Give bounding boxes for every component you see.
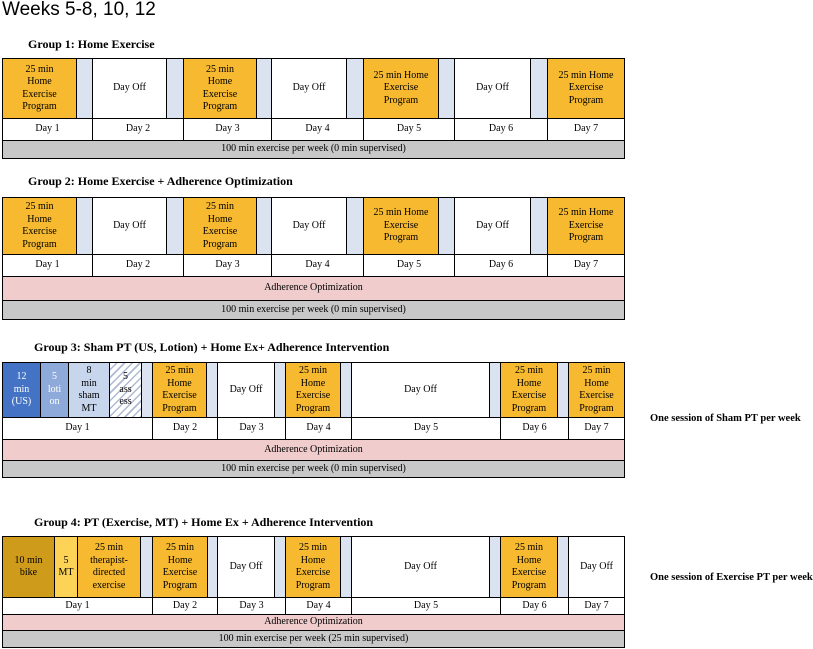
spacer-cell — [76, 197, 93, 255]
ultrasound-cell: 12 min (US) — [2, 362, 41, 418]
spacer-cell — [530, 58, 548, 119]
exercise-pt-session-note: One session of Exercise PT per week — [650, 572, 813, 583]
assess-cell: 5 ass ess — [109, 362, 142, 418]
spacer-cell — [166, 197, 184, 255]
day-off-cell: Day Off — [454, 58, 531, 119]
day-label: Day 1 — [2, 417, 153, 440]
day-label: Day 7 — [568, 417, 625, 440]
home-exercise-cell: 25 min Home Exercise Program — [363, 58, 439, 119]
day-label: Day 3 — [217, 417, 286, 440]
day-label: Day 5 — [351, 597, 501, 615]
weekly-summary: 100 min exercise per week (0 min supervised) — [2, 460, 625, 478]
page-title: Weeks 5-8, 10, 12 — [2, 0, 156, 20]
spacer-cell — [76, 58, 93, 119]
day-label: Day 7 — [568, 597, 625, 615]
weekly-summary: 100 min exercise per week (0 min supervised) — [2, 140, 625, 159]
bike-cell: 10 min bike — [2, 536, 55, 598]
spacer-cell — [346, 58, 364, 119]
day-label: Day 4 — [285, 597, 352, 615]
adherence-optimization-bar: Adherence Optimization — [2, 439, 625, 461]
home-exercise-cell: 25 min Home Exercise Program — [363, 197, 439, 255]
day-label: Day 4 — [271, 118, 364, 141]
sham-pt-session-note: One session of Sham PT per week — [650, 413, 801, 424]
day-label: Day 2 — [152, 417, 218, 440]
spacer-cell — [530, 197, 548, 255]
therapist-directed-exercise-cell: 25 min therapist- directed exercise — [77, 536, 141, 598]
day-label: Day 3 — [183, 118, 272, 141]
day-label: Day 6 — [500, 597, 569, 615]
home-exercise-cell: 25 min Home Exercise Program — [568, 362, 625, 418]
group-4-title: Group 4: PT (Exercise, MT) + Home Ex + Adherence Intervention — [34, 515, 374, 529]
spacer-cell — [166, 58, 184, 119]
day-label: Day 1 — [2, 597, 153, 615]
day-label: Day 1 — [2, 254, 93, 277]
day-label: Day 4 — [285, 417, 352, 440]
lotion-cell: 5 loti on — [40, 362, 69, 418]
day-label: Day 4 — [271, 254, 364, 277]
day-label: Day 2 — [92, 118, 184, 141]
day-label: Day 6 — [454, 118, 548, 141]
day-off-cell: Day Off — [217, 362, 275, 418]
day-label: Day 6 — [500, 417, 569, 440]
group-1-title: Group 1: Home Exercise — [28, 37, 155, 51]
day-label: Day 5 — [351, 417, 501, 440]
home-exercise-cell: 25 min Home Exercise Program — [285, 362, 341, 418]
spacer-cell — [256, 197, 272, 255]
weekly-summary: 100 min exercise per week (25 min supervised) — [2, 630, 625, 648]
adherence-optimization-bar: Adherence Optimization — [2, 276, 625, 301]
home-exercise-cell: 25 min Home Exercise Program — [152, 362, 207, 418]
adherence-optimization-bar: Adherence Optimization — [2, 614, 625, 631]
spacer-cell — [438, 58, 455, 119]
home-exercise-cell: 25 min Home Exercise Program — [547, 197, 625, 255]
home-exercise-cell: 25 min Home Exercise Program — [500, 536, 558, 598]
day-off-cell: Day Off — [351, 536, 490, 598]
weekly-summary: 100 min exercise per week (0 min supervised) — [2, 300, 625, 320]
day-label: Day 3 — [183, 254, 272, 277]
day-label: Day 7 — [547, 118, 625, 141]
day-label: Day 2 — [92, 254, 184, 277]
day-label: Day 5 — [363, 254, 455, 277]
sham-mt-cell: 8 min sham MT — [68, 362, 110, 418]
day-off-cell: Day Off — [454, 197, 531, 255]
spacer-cell — [438, 197, 455, 255]
day-off-cell: Day Off — [271, 58, 347, 119]
home-exercise-cell: 25 min Home Exercise Program — [2, 197, 77, 255]
day-off-cell: Day Off — [271, 197, 347, 255]
day-off-cell: Day Off — [351, 362, 490, 418]
group-2-title: Group 2: Home Exercise + Adherence Optimization — [28, 174, 293, 188]
day-label: Day 3 — [217, 597, 286, 615]
spacer-cell — [346, 197, 364, 255]
day-off-cell: Day Off — [92, 197, 167, 255]
home-exercise-cell: 25 min Home Exercise Program — [2, 58, 77, 119]
day-off-cell: Day Off — [92, 58, 167, 119]
day-label: Day 1 — [2, 118, 93, 141]
day-label: Day 2 — [152, 597, 218, 615]
home-exercise-cell: 25 min Home Exercise Program — [285, 536, 341, 598]
home-exercise-cell: 25 min Home Exercise Program — [547, 58, 625, 119]
home-exercise-cell: 25 min Home Exercise Program — [183, 58, 257, 119]
home-exercise-cell: 25 min Home Exercise Program — [183, 197, 257, 255]
manual-therapy-cell: 5 MT — [54, 536, 78, 598]
home-exercise-cell: 25 min Home Exercise Program — [152, 536, 208, 598]
day-label: Day 7 — [547, 254, 625, 277]
spacer-cell — [256, 58, 272, 119]
home-exercise-cell: 25 min Home Exercise Program — [500, 362, 558, 418]
day-off-cell: Day Off — [217, 536, 275, 598]
group-3-title: Group 3: Sham PT (US, Lotion) + Home Ex+ Adherence Intervention — [34, 340, 390, 354]
day-label: Day 5 — [363, 118, 455, 141]
day-off-cell: Day Off — [568, 536, 625, 598]
day-label: Day 6 — [454, 254, 548, 277]
